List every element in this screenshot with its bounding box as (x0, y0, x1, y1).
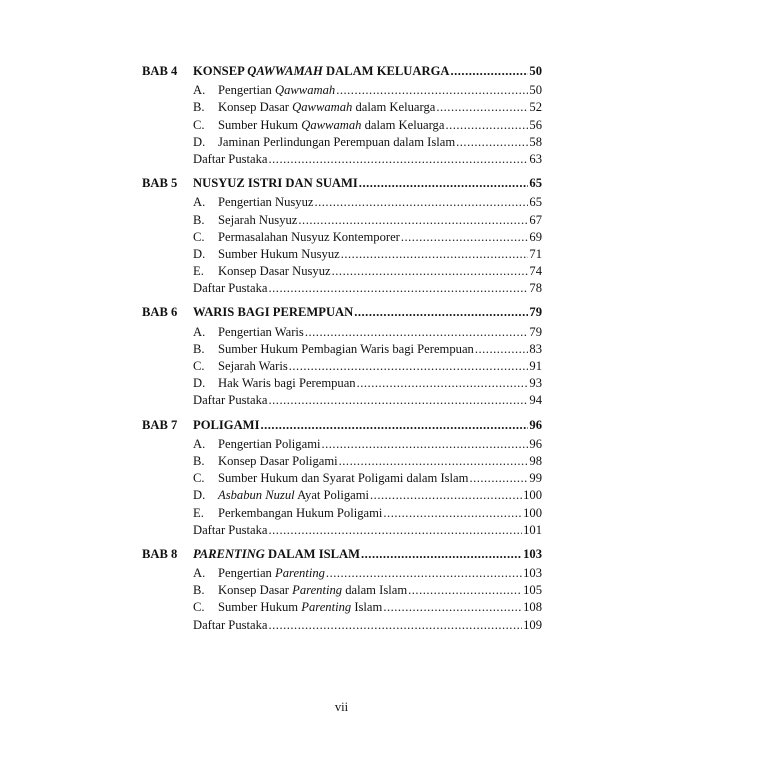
title-fragment: Perkembangan Hukum Poligami (218, 505, 383, 520)
title-fragment: Sumber Hukum (218, 600, 302, 615)
title-fragment: Islam (351, 600, 383, 615)
chapter-page: 50 (529, 64, 542, 78)
item-page: 93 (529, 376, 542, 391)
item-title (218, 505, 382, 522)
item-page: 108 (523, 600, 542, 615)
title-fragment: Konsep Dasar Poligami (218, 453, 338, 468)
dot-leader (269, 522, 523, 539)
item-page: 52 (529, 100, 542, 115)
entry (193, 522, 542, 539)
toc-item[interactable] (142, 358, 542, 375)
references-row[interactable] (142, 280, 542, 297)
chapter-title (193, 546, 360, 563)
item-letter: A. (193, 83, 206, 98)
toc-item[interactable] (142, 117, 542, 134)
title-fragment: DALAM ISLAM (264, 546, 360, 561)
title-fragment: PARENTING (193, 546, 265, 561)
item-letter: C. (193, 471, 205, 486)
dot-leader (321, 436, 528, 453)
chapter-block (142, 304, 542, 409)
item-letter: B. (193, 341, 205, 356)
dot-leader (269, 617, 523, 634)
dot-leader (445, 117, 528, 134)
title-fragment: Parenting (301, 600, 352, 615)
title-fragment: QAWWAMAH (247, 64, 323, 78)
title-fragment: Konsep Dasar (218, 100, 293, 115)
dot-leader (336, 82, 528, 99)
entry (193, 341, 542, 358)
item-page: 99 (529, 471, 542, 486)
chapter-title (193, 175, 358, 192)
chapter-label: BAB 6 (142, 305, 178, 320)
item-page: 100 (523, 488, 542, 503)
chapter-label: BAB 4 (142, 64, 178, 78)
dot-leader (370, 487, 522, 504)
toc-item[interactable] (142, 487, 542, 504)
toc-item[interactable] (142, 99, 542, 116)
entry (193, 99, 542, 116)
chapter-heading[interactable] (142, 417, 542, 434)
item-letter: A. (193, 195, 206, 210)
dot-leader (269, 392, 529, 409)
dot-leader (401, 229, 529, 246)
dot-leader (332, 263, 529, 280)
references-page: 101 (523, 522, 542, 537)
title-fragment: Qawwamah (275, 83, 336, 98)
chapter-heading[interactable] (142, 304, 542, 321)
toc-item[interactable] (142, 582, 542, 599)
references-page: 109 (523, 617, 542, 632)
chapter-block (142, 546, 542, 634)
references-page: 94 (529, 393, 542, 408)
item-title (218, 229, 400, 246)
entry (193, 505, 542, 522)
item-letter: D. (193, 246, 206, 261)
item-page: 71 (529, 246, 542, 261)
item-letter: B. (193, 212, 205, 227)
dot-leader (361, 546, 522, 563)
references-title: Daftar Pustaka (193, 393, 268, 408)
title-fragment: Hak Waris bagi Perempuan (218, 376, 356, 391)
title-fragment: Permasalahan Nusyuz Kontemporer (218, 229, 400, 244)
title-fragment: Pengertian Waris (218, 324, 304, 339)
chapter-label: BAB 7 (142, 417, 178, 432)
chapter-heading[interactable] (142, 546, 542, 563)
dot-leader (383, 599, 522, 616)
dot-leader (269, 151, 529, 168)
item-letter: A. (193, 566, 206, 581)
references-title: Daftar Pustaka (193, 151, 268, 166)
chapter-label: BAB 5 (142, 176, 178, 191)
item-page: 74 (529, 264, 542, 279)
title-fragment: Sumber Hukum Pembagian Waris bagi Perempuan (218, 341, 474, 356)
item-page: 91 (529, 359, 542, 373)
title-fragment: Jaminan Perlindungan Perempuan dalam Islam (218, 134, 456, 149)
toc-item[interactable] (142, 375, 542, 392)
entry (193, 470, 542, 487)
entry (193, 565, 542, 582)
entry (193, 117, 542, 134)
dot-leader (359, 175, 529, 192)
toc-item[interactable] (142, 229, 542, 246)
title-fragment: dalam Keluarga (361, 117, 445, 132)
title-fragment: Sumber Hukum (218, 117, 302, 132)
chapter-label: BAB 8 (142, 546, 178, 561)
item-letter: B. (193, 100, 205, 115)
references-title: Daftar Pustaka (193, 617, 268, 632)
toc-item[interactable] (142, 436, 542, 453)
item-letter: A. (193, 436, 206, 451)
item-title (218, 82, 335, 99)
references-title: Daftar Pustaka (193, 281, 268, 296)
item-letter: C. (193, 600, 205, 615)
dot-leader (298, 212, 528, 229)
title-fragment: Pengertian (218, 83, 276, 98)
entry (193, 358, 542, 375)
table-of-contents (142, 63, 542, 641)
dot-leader (456, 134, 528, 151)
item-letter: C. (193, 359, 205, 373)
title-fragment: Pengertian (218, 566, 276, 581)
item-title (218, 470, 468, 487)
item-title (218, 341, 474, 358)
chapter-block (142, 63, 542, 168)
dot-leader (326, 565, 522, 582)
item-letter: D. (193, 488, 206, 503)
item-letter: E. (193, 505, 204, 520)
entry (193, 263, 542, 280)
entry (193, 617, 542, 634)
entry (193, 151, 542, 168)
entry (193, 194, 542, 211)
title-fragment: DALAM KELUARGA (322, 64, 450, 78)
chapter-page: 103 (523, 546, 542, 561)
title-fragment: Ayat Poligami (294, 488, 370, 503)
dot-leader (289, 358, 529, 375)
references-row[interactable] (142, 151, 542, 168)
entry (193, 63, 542, 80)
item-page: 79 (529, 324, 542, 339)
item-title (218, 99, 435, 116)
entry (193, 436, 542, 453)
dot-leader (339, 453, 529, 470)
title-fragment: Pengertian Nusyuz (218, 195, 314, 210)
entry (193, 229, 542, 246)
dot-leader (341, 246, 529, 263)
item-letter: A. (193, 324, 206, 339)
toc-item[interactable] (142, 246, 542, 263)
title-fragment: Qawwamah (292, 100, 353, 115)
item-title (218, 134, 455, 151)
item-title (218, 487, 369, 504)
item-title (218, 599, 382, 616)
item-title (218, 246, 340, 263)
item-page: 50 (529, 83, 542, 98)
item-title (218, 194, 313, 211)
item-title (218, 358, 288, 375)
dot-leader (269, 280, 529, 297)
item-page: 96 (529, 436, 542, 451)
chapter-block (142, 417, 542, 539)
title-fragment: dalam Keluarga (352, 100, 436, 115)
entry (193, 175, 542, 192)
dot-leader (357, 375, 529, 392)
item-letter: D. (193, 134, 206, 149)
entry (193, 392, 542, 409)
title-fragment: Sejarah Waris (218, 359, 288, 373)
toc-item[interactable] (142, 505, 542, 522)
title-fragment: Konsep Dasar Nusyuz (218, 264, 331, 279)
chapter-page: 96 (529, 417, 542, 432)
toc-item[interactable] (142, 599, 542, 616)
dot-leader (469, 470, 528, 487)
item-letter: D. (193, 376, 206, 391)
toc-item[interactable] (142, 453, 542, 470)
toc-item[interactable] (142, 212, 542, 229)
title-fragment: Parenting (275, 566, 325, 581)
item-title (218, 117, 444, 134)
chapter-block (142, 175, 542, 297)
entry (193, 453, 542, 470)
title-fragment: WARIS BAGI PEREMPUAN (193, 305, 354, 320)
dot-leader (354, 304, 528, 321)
title-fragment: Sumber Hukum dan Syarat Poligami dalam Islam (218, 471, 469, 486)
dot-leader (383, 505, 522, 522)
title-fragment: KONSEP (193, 64, 248, 78)
item-title (218, 565, 325, 582)
entry (193, 487, 542, 504)
title-fragment: POLIGAMI (193, 417, 260, 432)
references-row[interactable] (142, 522, 542, 539)
dot-leader (260, 417, 528, 434)
toc-item[interactable] (142, 263, 542, 280)
item-page: 103 (523, 566, 542, 581)
chapter-heading[interactable] (142, 175, 542, 192)
title-fragment: Parenting (292, 583, 343, 598)
toc-item[interactable] (142, 324, 542, 341)
item-title (218, 582, 407, 599)
toc-item[interactable] (142, 565, 542, 582)
references-page: 63 (529, 151, 542, 166)
entry (193, 417, 542, 434)
item-page: 98 (529, 453, 542, 468)
entry (193, 82, 542, 99)
item-letter: E. (193, 264, 204, 279)
entry (193, 546, 542, 563)
references-page: 78 (529, 281, 542, 296)
dot-leader (305, 324, 529, 341)
item-title (218, 375, 356, 392)
item-page: 83 (529, 341, 542, 356)
toc-item[interactable] (142, 341, 542, 358)
item-page: 100 (523, 505, 542, 520)
title-fragment: Sumber Hukum Nusyuz (218, 246, 340, 261)
entry (193, 324, 542, 341)
dot-leader (436, 99, 528, 116)
item-title (218, 436, 320, 453)
chapter-heading[interactable] (142, 63, 542, 80)
title-fragment: Qawwamah (301, 117, 362, 132)
title-fragment: Sejarah Nusyuz (218, 212, 298, 227)
entry (193, 375, 542, 392)
entry (193, 246, 542, 263)
title-fragment: Konsep Dasar (218, 583, 293, 598)
item-title (218, 263, 331, 280)
item-letter: C. (193, 117, 205, 132)
toc-item[interactable] (142, 134, 542, 151)
title-fragment: dalam Islam (342, 583, 408, 598)
dot-leader (450, 63, 528, 80)
references-title: Daftar Pustaka (193, 522, 268, 537)
chapter-title (193, 304, 353, 321)
title-fragment: NUSYUZ ISTRI DAN SUAMI (193, 176, 358, 191)
chapter-title (193, 63, 449, 80)
title-fragment: Asbabun Nuzul (218, 488, 295, 503)
item-page: 67 (529, 212, 542, 227)
entry (193, 280, 542, 297)
references-row[interactable] (142, 617, 542, 634)
item-title (218, 212, 297, 229)
dot-leader (408, 582, 522, 599)
toc-item[interactable] (142, 470, 542, 487)
title-fragment: Pengertian Poligami (218, 436, 321, 451)
dot-leader (314, 194, 528, 211)
dot-leader (475, 341, 529, 358)
item-page: 69 (529, 229, 542, 244)
item-page: 105 (523, 583, 542, 598)
entry (193, 582, 542, 599)
item-letter: B. (193, 453, 205, 468)
chapter-page: 65 (529, 176, 542, 191)
page-number: vii (334, 700, 349, 714)
item-title (218, 324, 304, 341)
item-title (218, 453, 338, 470)
item-letter: C. (193, 229, 205, 244)
entry (193, 304, 542, 321)
chapter-page: 79 (529, 305, 542, 320)
item-page: 56 (529, 117, 542, 132)
references-row[interactable] (142, 392, 542, 409)
entry (193, 134, 542, 151)
item-page: 58 (529, 134, 542, 149)
toc-item[interactable] (142, 82, 542, 99)
entry (193, 599, 542, 616)
item-letter: B. (193, 583, 205, 598)
toc-item[interactable] (142, 194, 542, 211)
entry (193, 212, 542, 229)
item-page: 65 (529, 195, 542, 210)
chapter-title (193, 417, 259, 434)
